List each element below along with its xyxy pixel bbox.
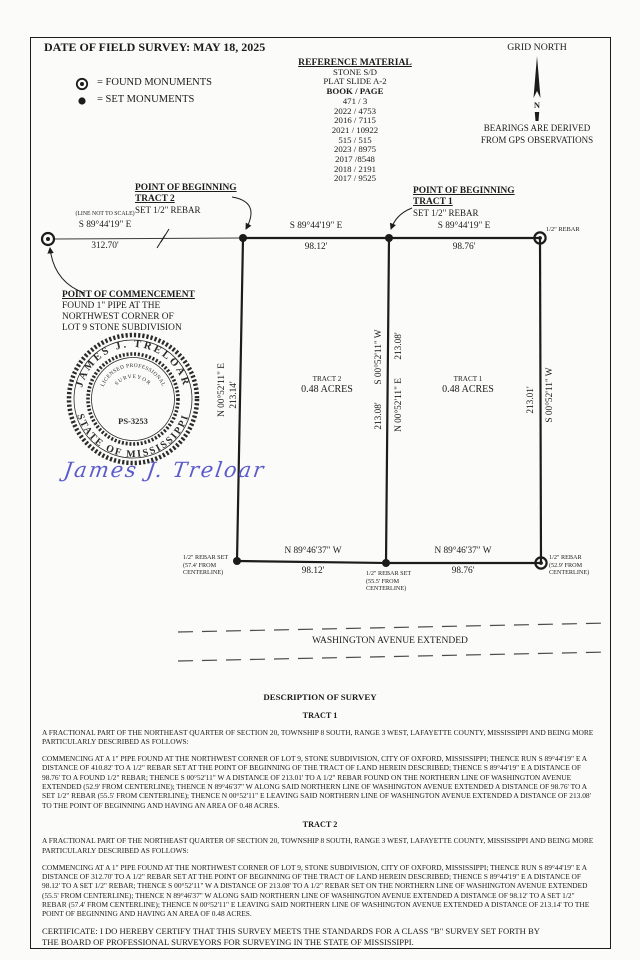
surveyor-seal bbox=[69, 335, 197, 463]
reference-line: PLAT SLIDE A-2 bbox=[323, 76, 387, 87]
certificate-statement: CERTIFICATE: I DO HEREBY CERTIFY THAT THIS SURVEY MEETS THE STANDARDS FOR A CLASS "B" SURVEY SET FORTH BY THE BOARD OF PROFESSIONAL SURVEYORS FOR SURVEYING IN THE STATE OF MISSISSIPPI. bbox=[42, 926, 540, 947]
poc-line: LOT 9 STONE SUBDIVISION bbox=[62, 323, 182, 333]
tract1-heading: TRACT 1 bbox=[302, 711, 338, 721]
south-line-t2-distance: 98.12' bbox=[301, 566, 325, 576]
north-line-t1-distance: 98.76' bbox=[452, 242, 476, 252]
poc-line: FOUND 1" PIPE AT THE bbox=[62, 301, 161, 311]
set-monument-icon bbox=[78, 97, 85, 104]
book-page-header: BOOK / PAGE bbox=[326, 86, 384, 97]
description-title: DESCRIPTION OF SURVEY bbox=[263, 692, 377, 702]
west-line-bearing: N 00°52'11" E bbox=[217, 363, 227, 417]
reference-material-block bbox=[285, 58, 425, 184]
mid-line-west-distance: 213.08' bbox=[374, 402, 384, 430]
tract1-intro: A FRACTIONAL PART OF THE NORTHEAST QUARTER OF SECTION 20, TOWNSHIP 8 SOUTH, RANGE 3 WEST, LAFAYETTE COUNTY, MISSISSIPPI AND BEING MORE PARTICULARLY DESCRIBED AS FOLLOWS: bbox=[42, 727, 594, 746]
seal-state-arc: STATE OF MISSISSIPPI bbox=[74, 412, 192, 461]
pob-tract2-title: POINT OF BEGINNING bbox=[135, 183, 237, 193]
book-page-entry: 2016 / 7115 bbox=[334, 115, 376, 126]
book-page-entry: 2017 /8548 bbox=[335, 154, 375, 165]
pob-tract1-title: POINT OF BEGINNING bbox=[413, 186, 515, 196]
gps-note-line1: BEARINGS ARE DERIVED bbox=[483, 123, 591, 133]
se-monument-line: (52.9' FROM bbox=[549, 561, 583, 569]
north-line-t1-bearing: S 89°44'19" E bbox=[437, 221, 491, 231]
mid-line-west-bearing: S 00°52'11" W bbox=[374, 329, 384, 385]
field-survey-date: DATE OF FIELD SURVEY: MAY 18, 2025 bbox=[44, 40, 266, 54]
parcel-boundary-lines bbox=[237, 238, 541, 563]
tract2-name: TRACT 2 bbox=[312, 375, 342, 383]
se-monument-line: 1/2" REBAR bbox=[549, 554, 582, 561]
legend-set-label: = SET MONUMENTS bbox=[97, 94, 195, 105]
west-line-distance: 213.14' bbox=[229, 381, 239, 409]
seal-licensed-arc: LICENSED PROFESSIONAL bbox=[99, 362, 167, 388]
south-line-t2-bearing: N 89°46'37" W bbox=[284, 546, 342, 556]
poc-title: POINT OF COMMENCEMENT bbox=[62, 290, 195, 300]
tract2-heading: TRACT 2 bbox=[302, 819, 338, 829]
east-line-bearing: S 00°52'11" W bbox=[545, 367, 555, 423]
found-monument-icon bbox=[77, 79, 87, 89]
svg-text:N: N bbox=[533, 100, 541, 110]
north-arrow-icon bbox=[534, 56, 541, 121]
east-line-distance: 213.01' bbox=[526, 386, 536, 414]
svg-text:SURVEYOR bbox=[114, 374, 152, 387]
monument-symbols bbox=[42, 232, 547, 568]
gps-note-line2: FROM GPS OBSERVATIONS bbox=[480, 135, 594, 145]
south-line-t1-bearing: N 89°46'37" W bbox=[434, 546, 492, 556]
south-line-t1-distance: 98.76' bbox=[451, 566, 475, 576]
tract2-intro: A FRACTIONAL PART OF THE NORTHEAST QUARTER OF SECTION 20, TOWNSHIP 8 SOUTH, RANGE 3 WEST, LAFAYETTE COUNTY, MISSISSIPPI AND BEING MORE PARTICULARLY DESCRIBED AS FOLLOWS: bbox=[42, 836, 594, 855]
north-line-t2-distance: 98.12' bbox=[304, 242, 328, 252]
se-monument-line: CENTERLINE) bbox=[549, 569, 590, 577]
reference-title: REFERENCE MATERIAL bbox=[298, 57, 412, 68]
sw-monument-line: 1/2" REBAR SET bbox=[183, 554, 229, 561]
book-page-entry: 471 / 3 bbox=[342, 95, 368, 106]
road-name: WASHINGTON AVENUE EXTENDED bbox=[312, 636, 468, 646]
book-page-entry: 515 / 515 bbox=[338, 134, 372, 145]
poc-block bbox=[62, 290, 195, 334]
sw-monument-line: (57.4' FROM bbox=[183, 561, 217, 569]
book-page-entry: 2017 / 9525 bbox=[333, 173, 377, 184]
tie-line-bearing: S 89°44'19" E bbox=[78, 220, 132, 230]
surveyor-signature: James J. Treloar bbox=[62, 458, 267, 482]
pob-tract1-block bbox=[413, 186, 515, 219]
reference-line: STONE S/D bbox=[332, 66, 378, 77]
pob-tract2-tract: TRACT 2 bbox=[135, 194, 175, 204]
book-page-entry: 2023 / 8975 bbox=[333, 144, 377, 155]
sm-monument-line: CENTERLINE) bbox=[366, 585, 407, 593]
ne-monument-label: 1/2" REBAR bbox=[546, 226, 580, 233]
sm-monument-line: (55.5' FROM bbox=[366, 577, 400, 585]
pob-tract1-monument: SET 1/2" REBAR bbox=[413, 208, 479, 218]
tract1-area: 0.48 ACRES bbox=[442, 384, 494, 395]
book-page-entry: 2022 / 4753 bbox=[333, 105, 377, 116]
se-monument-note bbox=[549, 554, 589, 577]
book-page-entry: 2018 / 2191 bbox=[333, 163, 377, 174]
seal-surveyor-arc: SURVEYOR bbox=[113, 373, 153, 387]
tract1-name: TRACT 1 bbox=[453, 375, 483, 383]
pob-tract1-tract: TRACT 1 bbox=[413, 197, 453, 207]
sm-monument-line: 1/2" REBAR SET bbox=[366, 570, 412, 577]
sw-monument-note bbox=[183, 554, 228, 577]
tract1-body: COMMENCING AT A 1" PIPE FOUND AT THE NORTHWEST CORNER OF LOT 9, STONE SUBDIVISION, CITY OF OXFORD, MISSISSIPPI; THENCE RUN S 89°44'19" E A DISTANCE OF 410.82' TO A 1/2" REBAR SET AT THE POINT OF BEGINNING OF THE TRACT OF LAND HEREIN DESCRIBED; THENCE S 89°44'19" E A DISTANCE OF 98.76' TO A FOUND 1/2" REBAR; THENCE S 00°52'11" W A DISTANCE OF 213.01' TO A 1/2" REBAR FOUND ON THE NORTHERN LINE OF WASHINGTON AVENUE EXTENDED (52.9' FROM CENTERLINE); THENCE N 89°46'37" W ALONG SAID NORTHERN LINE OF WASHINGTON AVENUE EXTENDED A DISTANCE OF 98.76' TO A SET 1/2" REBAR (55.5' FROM CENTERLINE); THENCE N 00°52'11" E LEAVING SAID NORTHERN LINE OF WASHINGTON AVENUE EXTENDED A DISTANCE OF 213.08' TO THE POINT OF BEGINNING AND HAVING AN AREA OF 0.48 ACRES. bbox=[42, 754, 591, 810]
tract2-area: 0.48 ACRES bbox=[301, 384, 353, 395]
poc-line: NORTHWEST CORNER OF bbox=[62, 312, 174, 322]
tract2-body: COMMENCING AT A 1" PIPE FOUND AT THE NORTHWEST CORNER OF LOT 9, STONE SUBDIVISION, CITY OF OXFORD, MISSISSIPPI; THENCE RUN S 89°44'19" E A DISTANCE OF 312.70' TO A 1/2" REBAR SET AT THE POINT OF BEGINNING OF THE TRACT OF LAND HEREIN DESCRIBED; THENCE S 89°44'19" E A DISTANCE OF 98.12' TO A SET 1/2" REBAR; THENCE S 00°52'11" W A DISTANCE OF 213.08' TO A 1/2" REBAR SET ON THE NORTHERN LINE OF WASHINGTON AVENUE EXTENDED (55.5' FROM CENTERLINE); THENCE N 89°46'37" W ALONG SAID NORTHERN LINE OF WASHINGTON AVENUE EXTENDED A DISTANCE OF 98.12' TO A SET 1/2" REBAR (57.4' FROM CENTERLINE); THENCE N 00°52'11" E LEAVING SAID NORTHERN LINE OF WASHINGTON AVENUE EXTENDED A DISTANCE OF 213.14' TO THE POINT OF BEGINNING AND HAVING AN AREA OF 0.48 ACRES. bbox=[42, 862, 590, 919]
pob-tract2-monument: SET 1/2" REBAR bbox=[135, 205, 201, 215]
sw-monument-line: CENTERLINE) bbox=[183, 569, 224, 577]
book-page-entry: 2021 / 10922 bbox=[331, 124, 379, 135]
seal-license-number: PS-3253 bbox=[118, 416, 148, 426]
mid-line-east-distance: 213.08' bbox=[394, 332, 404, 360]
mid-line-east-bearing: N 00°52'11" E bbox=[394, 378, 404, 432]
pob-tract2-block bbox=[135, 183, 237, 216]
seal-name-arc: JAMES J. TRELOAR bbox=[74, 338, 192, 389]
grid-north-title: GRID NORTH bbox=[507, 42, 567, 53]
sm-monument-note bbox=[366, 570, 411, 593]
tie-line-distance: 312.70' bbox=[91, 241, 119, 251]
description-of-survey bbox=[42, 693, 598, 927]
legend-found-label: = FOUND MONUMENTS bbox=[97, 77, 213, 88]
tie-line-note: (LINE NOT TO SCALE) bbox=[75, 211, 135, 217]
north-line-t2-bearing: S 89°44'19" E bbox=[289, 221, 343, 231]
